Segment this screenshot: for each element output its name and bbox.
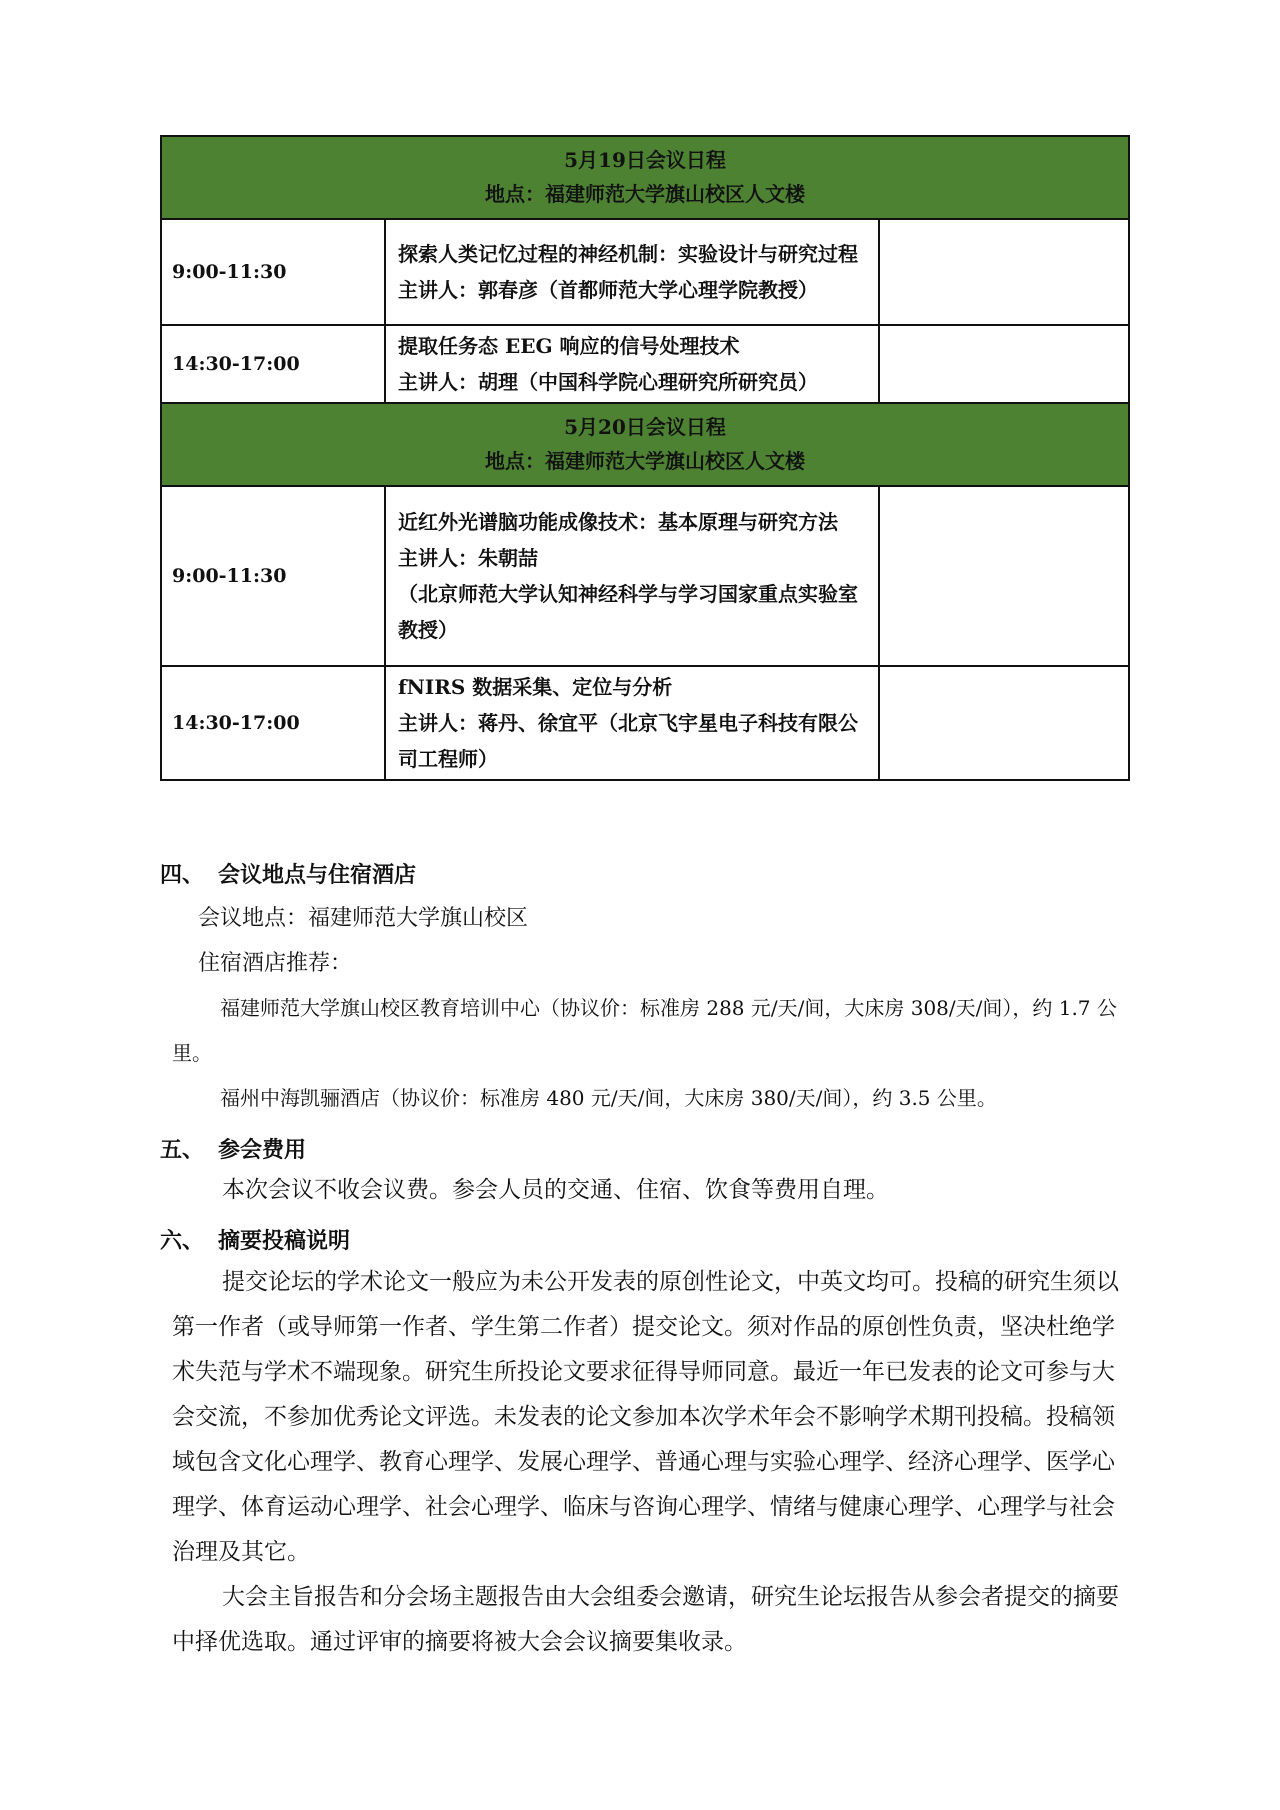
- hotel-item-2: [172, 1076, 1122, 1121]
- table-row: [161, 486, 1129, 666]
- section-number: 四、: [160, 863, 205, 888]
- session-time: 14:30-17:00: [161, 666, 385, 780]
- day-location: 地点：福建师范大学旗山校区人文楼: [485, 449, 805, 473]
- submission-paragraph-1: 提交论坛的学术论文一般应为未公开发表的原创性论文，中英文均可。投稿的研究生须以第一作者（或导师第一作者、学生第二作者）提交论文。须对作品的原创性负责，坚决杜绝学术失范与学术不端现象。研究生所投论文要求征得导师同意。最近一年已发表的论文可参与大会交流，不参加优秀论文评选。未发表的论文参加本次学术年会不影响学术期刊投稿。投稿领域包含文化心理学、教育心理学、发展心理学、普通心理与实验心理学、经济心理学、医学心理学、体育运动心理学、社会心理学、临床与咨询心理学、情绪与健康心理学、心理学与社会治理及其它。: [172, 1269, 1119, 1565]
- empty-cell: [879, 219, 1129, 325]
- session-topic: [385, 219, 879, 325]
- session-title: 提取任务态 EEG 响应的信号处理技术: [398, 334, 740, 358]
- session-title: 近红外光谱脑功能成像技术：基本原理与研究方法: [398, 510, 838, 534]
- table-row: [161, 219, 1129, 325]
- day-header-may20: [161, 403, 1129, 486]
- venue-text: 会议地点：福建师范大学旗山校区: [198, 906, 529, 931]
- submission-paragraph-2: 大会主旨报告和分会场主题报告由大会组委会邀请，研究生论坛报告从参会者提交的摘要中择优选取。通过评审的摘要将被大会会议摘要集收录。: [172, 1584, 1119, 1655]
- table-row: [161, 666, 1129, 780]
- day-header-may19: [161, 136, 1129, 219]
- schedule-table: [160, 135, 1130, 781]
- session-topic: [385, 325, 879, 403]
- session-topic: [385, 666, 879, 780]
- day-title: 5月20日会议日程: [564, 415, 726, 439]
- section-number: 六、: [160, 1229, 205, 1254]
- section-number: 五、: [160, 1138, 205, 1163]
- hotel-item-1-text: 福建师范大学旗山校区教育培训中心（协议价：标准房 288 元/天/间，大床房 308/天/间），约 1.7 公里。: [172, 996, 1117, 1065]
- session-speaker: 主讲人：郭春彦（首都师范大学心理学院教授）: [398, 278, 818, 302]
- session-speaker: 主讲人：胡理（中国科学院心理研究所研究员）: [398, 370, 818, 394]
- session-title: fNIRS 数据采集、定位与分析: [398, 675, 673, 699]
- session-speaker: 主讲人：蒋丹、徐宜平（北京飞宇星电子科技有限公司工程师）: [398, 711, 858, 771]
- session-title: 探索人类记忆过程的神经机制：实验设计与研究过程: [398, 242, 858, 266]
- session-affiliation: （北京师范大学认知神经科学与学习国家重点实验室教授）: [398, 582, 858, 642]
- table-row: [161, 325, 1129, 403]
- fees-text: 本次会议不收会议费。参会人员的交通、住宿、饮食等费用自理。: [222, 1177, 889, 1203]
- session-topic: [385, 486, 879, 666]
- empty-cell: [879, 325, 1129, 403]
- hotel-item-1: [172, 986, 1122, 1076]
- session-time: 9:00-11:30: [161, 219, 385, 325]
- hotel-heading: 住宿酒店推荐：: [198, 951, 353, 976]
- empty-cell: [879, 486, 1129, 666]
- submission-body: [172, 1260, 1122, 1665]
- day-location: 地点：福建师范大学旗山校区人文楼: [485, 182, 805, 206]
- section-heading-submission: [160, 1224, 350, 1255]
- hotel-item-2-text: 福州中海凯骊酒店（协议价：标准房 480 元/天/间，大床房 380/天/间），约 3.5 公里。: [220, 1086, 997, 1110]
- section-heading-fees: [160, 1133, 306, 1164]
- session-speaker: 主讲人：朱朝喆: [398, 546, 538, 570]
- empty-cell: [879, 666, 1129, 780]
- section-title: 参会费用: [218, 1138, 307, 1163]
- session-time: 14:30-17:00: [161, 325, 385, 403]
- section-title: 摘要投稿说明: [218, 1229, 351, 1254]
- section-title: 会议地点与住宿酒店: [218, 863, 417, 888]
- section-heading-venue: [160, 858, 416, 889]
- day-title: 5月19日会议日程: [564, 148, 726, 172]
- session-time: 9:00-11:30: [161, 486, 385, 666]
